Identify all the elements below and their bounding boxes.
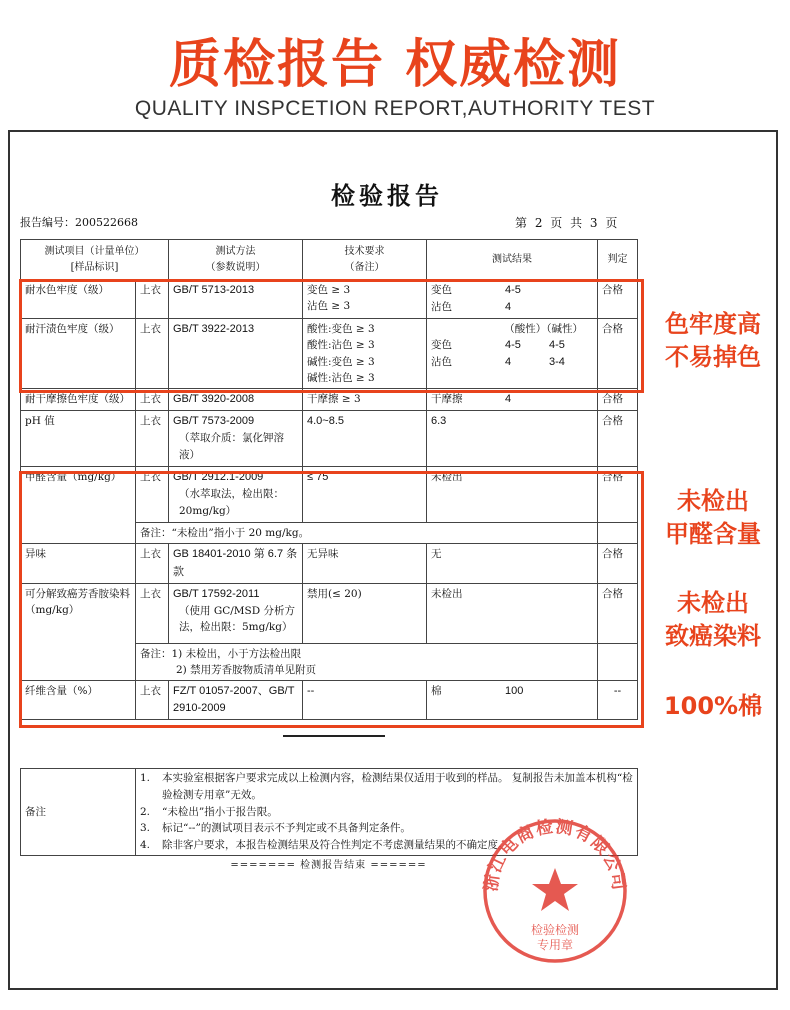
highlight-frame-fastness xyxy=(19,279,644,393)
row-verdict: 合格 xyxy=(598,411,638,467)
report-number: 报告编号：200522668 xyxy=(20,216,138,229)
col-header-item: 测试项目（计量单位） [样品标识] xyxy=(21,240,169,280)
notes-content: 1. 本实验室根据客户要求完成以上检测内容，检测结果仅适用于收到的样品。 复制报告未加盖本机构“检验检测专用章”无效。 2. “未检出”指小于报告限。 3. 标记“--”的测试项目表示不予判定或不具备判定条件。 4. 除非客户要求，本报告检测结果及符合性判定不考虑测量结果的不确定度。 xyxy=(136,769,638,856)
row-result: 未检出 xyxy=(427,467,598,523)
row-verdict: 合格 xyxy=(598,544,638,583)
col-header-method: 测试方法 （参数说明） xyxy=(169,240,303,280)
row-requirement: ≤ 75 xyxy=(303,467,427,523)
row-remark: 备注：1) 未检出，小于方法检出限 2) 禁用芳香胺物质清单见附页 xyxy=(136,643,598,681)
row-method: GB/T 3922-2013 xyxy=(169,319,303,389)
official-seal-stamp xyxy=(480,816,630,966)
seal-center-line2: 专用章 xyxy=(536,938,574,952)
row-method: GB 18401-2010 第 6.7 条款 xyxy=(169,544,303,583)
row-method: GB/T 17592-2011 （使用 GC/MSD 分析方法，检出限：5mg/kg） xyxy=(169,583,303,643)
row-item: 耐水色牢度（级） xyxy=(21,280,136,319)
row-part: 上衣 xyxy=(136,319,169,389)
row-result: 干摩擦 4 xyxy=(427,389,598,411)
row-verdict: 合格 xyxy=(598,280,638,319)
row-requirement: 干摩擦 ≥ 3 xyxy=(303,389,427,411)
highlight-frame-safety xyxy=(19,471,644,728)
row-verdict: 合格 xyxy=(598,389,638,411)
row-requirement: 酸性:变色 ≥ 3 酸性:沾色 ≥ 3 碱性:变色 ≥ 3 碱性:沾色 ≥ 3 xyxy=(303,319,427,389)
row-remark: 备注：“未检出”指小于 20 mg/kg。 xyxy=(136,523,598,544)
row-result: （酸性）（碱性） 变色 4-5 4-5 沾色 4 3-4 xyxy=(427,319,598,389)
row-requirement: -- xyxy=(303,681,427,720)
row-part: 上衣 xyxy=(136,681,169,720)
table-end-rule xyxy=(283,735,385,737)
row-result: 6.3 xyxy=(427,411,598,467)
row-part: 上衣 xyxy=(136,280,169,319)
callout-formaldehyde: 未检出 甲醛含量 xyxy=(665,487,761,548)
row-result: 未检出 xyxy=(427,583,598,643)
row-part: 上衣 xyxy=(136,544,169,583)
notes-label: 备注 xyxy=(21,769,136,856)
row-item: 甲醛含量（mg/kg） xyxy=(21,467,136,544)
row-method: GB/T 2912.1-2009 （水萃取法，检出限：20mg/kg） xyxy=(169,467,303,523)
row-result: 变色 4-5 沾色 4 xyxy=(427,280,598,319)
row-item: 耐干摩擦色牢度（级） xyxy=(21,389,136,411)
row-item: pH 值 xyxy=(21,411,136,467)
row-item: 异味 xyxy=(21,544,136,583)
row-part: 上衣 xyxy=(136,411,169,467)
row-verdict: 合格 xyxy=(598,467,638,523)
col-header-verdict: 判定 xyxy=(598,240,638,280)
report-end-mark: ======= 检测报告结束 ====== xyxy=(230,860,427,871)
row-item: 可分解致癌芳香胺染料（mg/kg） xyxy=(21,583,136,681)
report-title: 检验报告 xyxy=(331,181,443,210)
callout-fastness: 色牢度高 不易掉色 xyxy=(665,310,761,371)
row-method: GB/T 3920-2008 xyxy=(169,389,303,411)
callout-cotton: 100%棉 xyxy=(663,692,763,720)
col-header-result: 测试结果 xyxy=(427,240,598,280)
row-method: GB/T 5713-2013 xyxy=(169,280,303,319)
row-part: 上衣 xyxy=(136,389,169,411)
hero-subtitle: QUALITY INSPCETION REPORT,AUTHORITY TEST xyxy=(134,97,656,120)
row-verdict: 合格 xyxy=(598,583,638,643)
row-part: 上衣 xyxy=(136,467,169,523)
seal-star-icon xyxy=(532,868,578,911)
seal-center-line1: 检验检测 xyxy=(530,923,580,937)
table-header-row xyxy=(21,240,638,280)
page-number: 第 2 页 共 3 页 xyxy=(515,216,620,230)
col-header-requirement: 技术要求 （备注） xyxy=(303,240,427,280)
row-requirement: 禁用(≤ 20) xyxy=(303,583,427,643)
seal-ring-text: 浙江电商检测有限公司 xyxy=(481,816,629,893)
callout-carcinogen: 未检出 致癌染料 xyxy=(665,589,761,650)
row-requirement: 4.0~8.5 xyxy=(303,411,427,467)
row-item: 纤维含量（%） xyxy=(21,681,136,720)
row-method: FZ/T 01057-2007、GB/T 2910-2009 xyxy=(169,681,303,720)
row-result: 无 xyxy=(427,544,598,583)
row-verdict: -- xyxy=(598,681,638,720)
row-verdict: 合格 xyxy=(598,319,638,389)
row-method: GB/T 7573-2009 （萃取介质：氯化钾溶液） xyxy=(169,411,303,467)
hero-title: 质检报告 权威检测 xyxy=(168,35,622,95)
row-result: 棉 100 xyxy=(427,681,598,720)
row-part: 上衣 xyxy=(136,583,169,643)
row-requirement: 变色 ≥ 3 沾色 ≥ 3 xyxy=(303,280,427,319)
row-requirement: 无异味 xyxy=(303,544,427,583)
row-item: 耐汗渍色牢度（级） xyxy=(21,319,136,389)
table-row xyxy=(21,411,638,467)
